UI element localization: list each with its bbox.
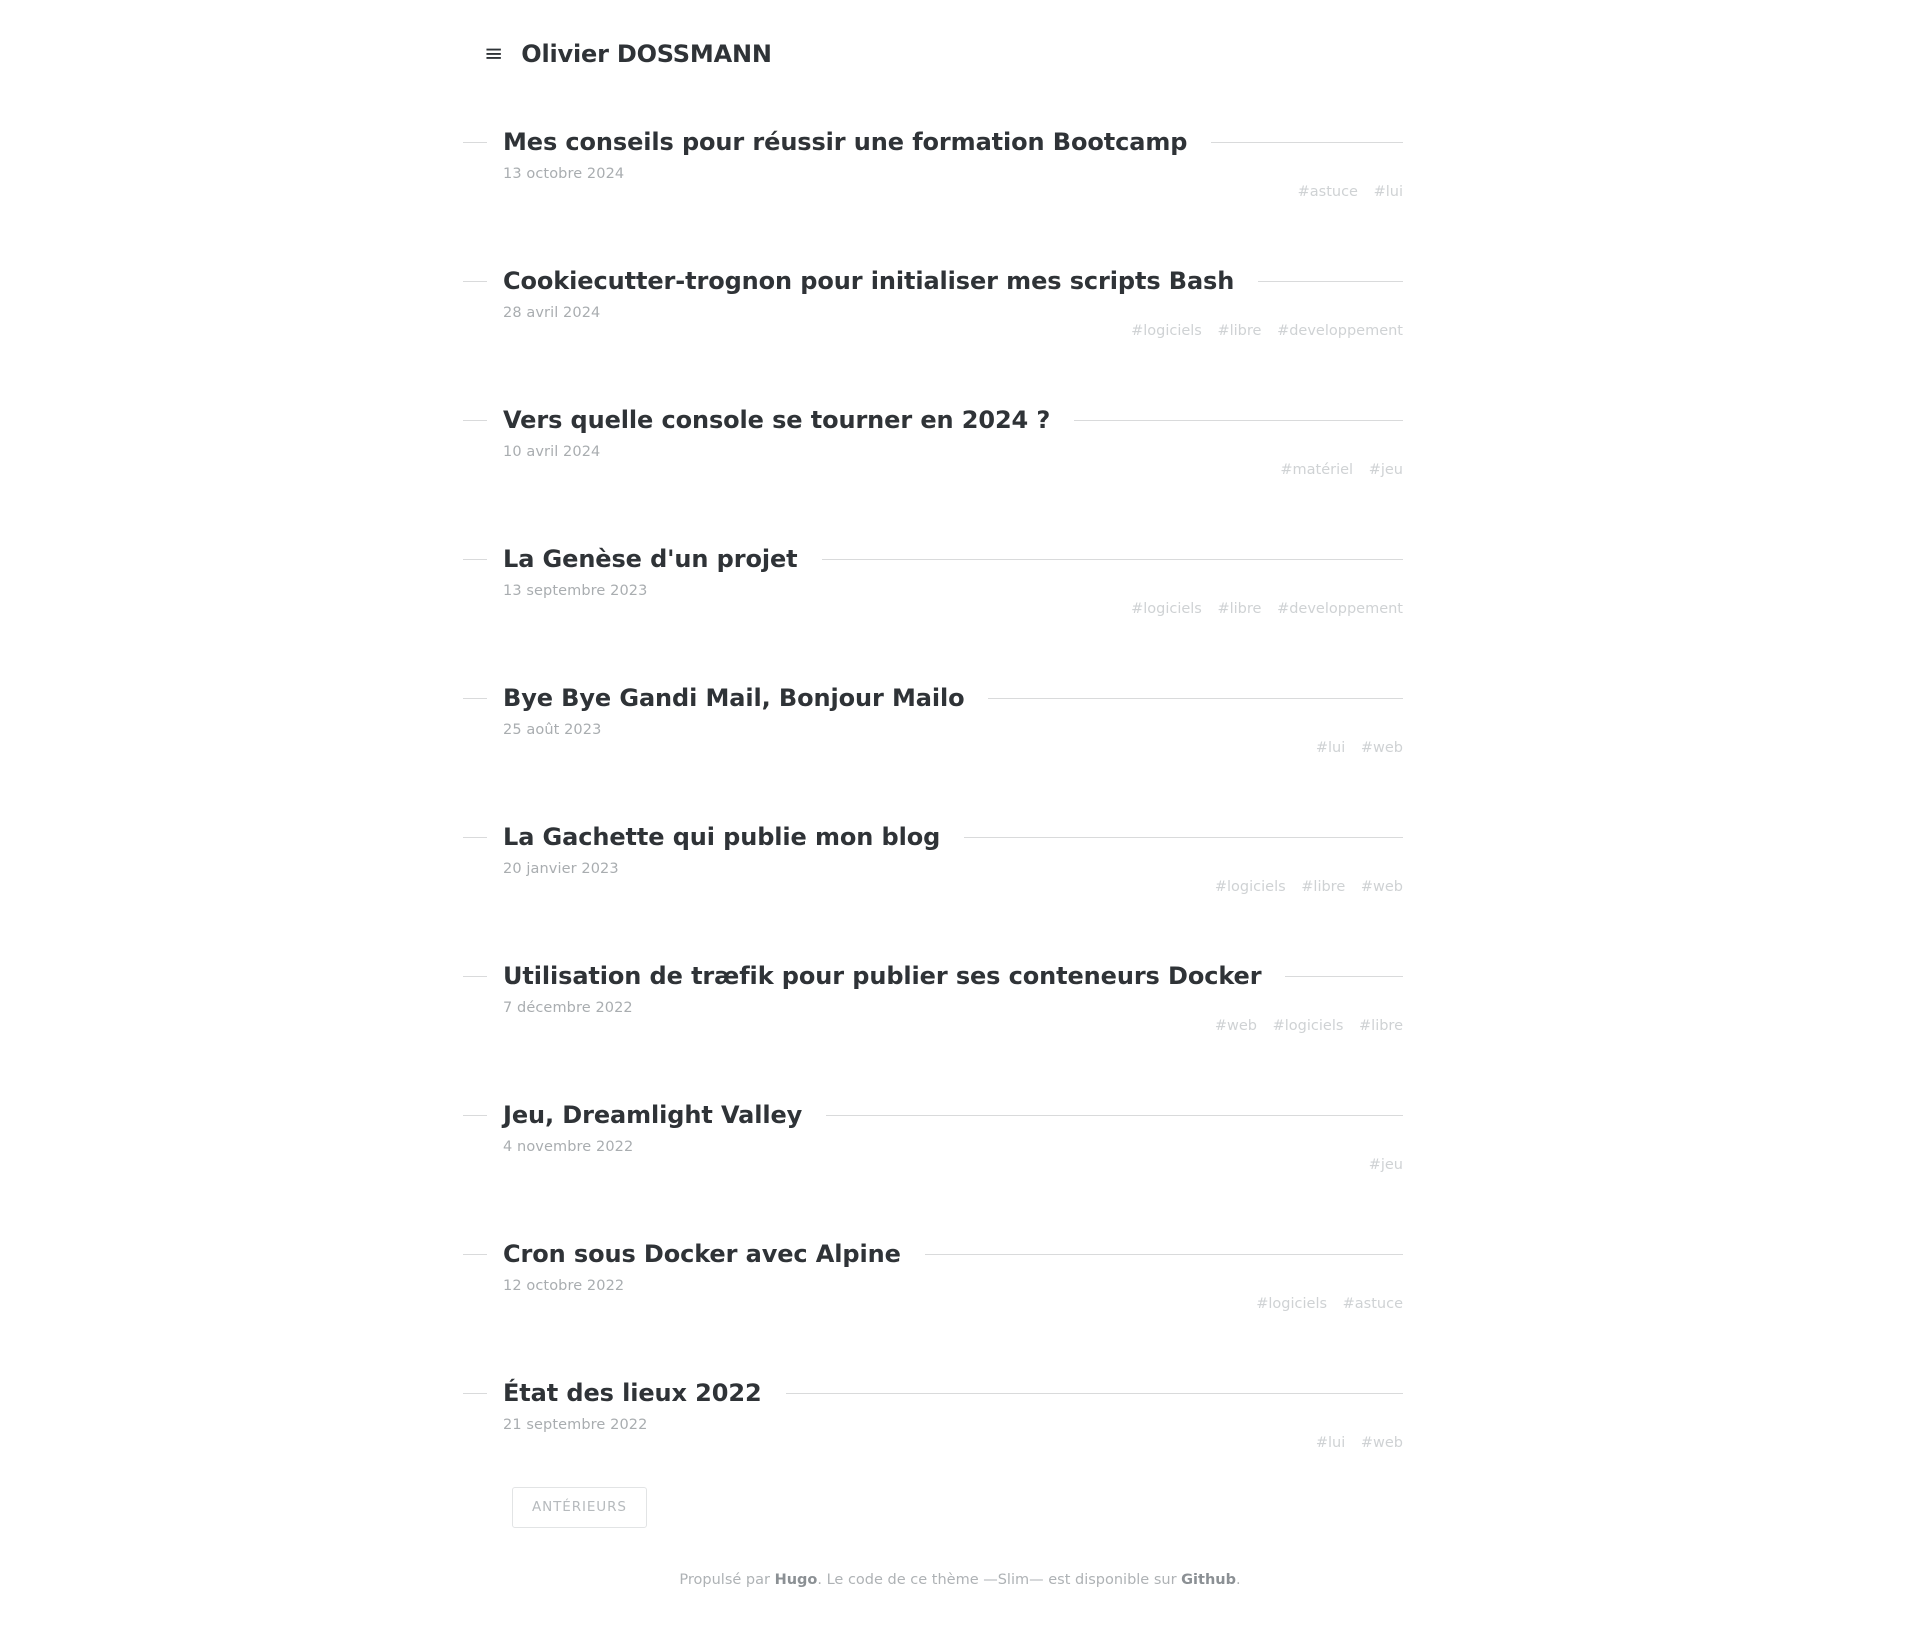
rule-left bbox=[463, 281, 487, 282]
rule-right bbox=[964, 837, 1403, 838]
post-list bbox=[463, 128, 1403, 1518]
post-title-link[interactable]: Utilisation de træfik pour publier ses conteneurs Docker bbox=[503, 962, 1262, 990]
tag-link[interactable]: #astuce bbox=[1342, 1296, 1403, 1312]
rule-left bbox=[463, 420, 487, 421]
rule-right bbox=[1285, 976, 1403, 977]
post-title-row bbox=[463, 267, 1403, 295]
rule-right bbox=[822, 559, 1403, 560]
post-meta bbox=[463, 1417, 1403, 1451]
rule-right bbox=[1211, 142, 1403, 143]
tag-link[interactable]: #libre bbox=[1359, 1018, 1403, 1034]
previous-page-button[interactable]: ANTÉRIEURS bbox=[512, 1487, 647, 1528]
list-item bbox=[463, 128, 1403, 200]
rule-right bbox=[988, 698, 1403, 699]
post-tags bbox=[1298, 184, 1403, 200]
post-meta bbox=[463, 1139, 1403, 1173]
github-link[interactable]: Github bbox=[1181, 1572, 1236, 1588]
site-header bbox=[484, 40, 772, 68]
tag-link[interactable]: #logiciels bbox=[1256, 1296, 1328, 1312]
post-title-link[interactable]: État des lieux 2022 bbox=[503, 1379, 762, 1407]
post-title-row bbox=[463, 1101, 1403, 1129]
tag-link[interactable]: #libre bbox=[1217, 601, 1262, 617]
list-item bbox=[463, 267, 1403, 339]
post-title-row bbox=[463, 962, 1403, 990]
rule-left bbox=[463, 142, 487, 143]
list-item bbox=[463, 1101, 1403, 1173]
rule-left bbox=[463, 1393, 487, 1394]
post-date: 12 octobre 2022 bbox=[503, 1278, 625, 1294]
post-tags bbox=[1280, 462, 1403, 478]
site-footer bbox=[0, 1572, 1920, 1588]
footer-suffix: . bbox=[1235, 1572, 1241, 1588]
tag-link[interactable]: #libre bbox=[1217, 323, 1262, 339]
list-item bbox=[463, 545, 1403, 617]
tag-link[interactable]: #logiciels bbox=[1214, 879, 1286, 895]
post-title-row bbox=[463, 1379, 1403, 1407]
post-meta bbox=[463, 305, 1403, 339]
post-date: 25 août 2023 bbox=[503, 722, 602, 738]
tag-link[interactable]: #logiciels bbox=[1131, 323, 1202, 339]
rule-right bbox=[925, 1254, 1403, 1255]
tag-link[interactable]: #web bbox=[1360, 879, 1403, 895]
rule-left bbox=[463, 1254, 487, 1255]
post-tags bbox=[1256, 1296, 1403, 1312]
post-meta bbox=[463, 861, 1403, 895]
rule-left bbox=[463, 559, 487, 560]
post-tags bbox=[1316, 740, 1403, 756]
post-meta bbox=[463, 444, 1403, 478]
list-item bbox=[463, 1240, 1403, 1312]
post-meta bbox=[463, 722, 1403, 756]
tag-link[interactable]: #developpement bbox=[1277, 323, 1403, 339]
hamburger-menu-icon[interactable]: ≡ bbox=[484, 40, 504, 67]
post-meta bbox=[463, 1278, 1403, 1312]
post-tags bbox=[1369, 1157, 1403, 1173]
post-meta bbox=[463, 166, 1403, 200]
rule-right bbox=[1258, 281, 1403, 282]
rule-left bbox=[463, 698, 487, 699]
post-tags bbox=[1215, 1018, 1403, 1034]
tag-link[interactable]: #web bbox=[1360, 740, 1403, 756]
post-date: 21 septembre 2022 bbox=[503, 1417, 648, 1433]
post-title-link[interactable]: Bye Bye Gandi Mail, Bonjour Mailo bbox=[503, 684, 965, 712]
tag-link[interactable]: #logiciels bbox=[1131, 601, 1202, 617]
footer-middle: . Le code de ce thème —Slim— est disponible sur bbox=[817, 1572, 1182, 1588]
rule-right bbox=[826, 1115, 1403, 1116]
post-title-row bbox=[463, 823, 1403, 851]
rule-left bbox=[463, 1115, 487, 1116]
tag-link[interactable]: #logiciels bbox=[1272, 1018, 1344, 1034]
rule-left bbox=[463, 837, 487, 838]
tag-link[interactable]: #developpement bbox=[1277, 601, 1403, 617]
footer-prefix: Propulsé par bbox=[679, 1572, 775, 1588]
post-title-row bbox=[463, 545, 1403, 573]
post-tags bbox=[1215, 879, 1403, 895]
list-item bbox=[463, 1379, 1403, 1451]
post-title-link[interactable]: Jeu, Dreamlight Valley bbox=[503, 1101, 803, 1129]
post-title-row bbox=[463, 406, 1403, 434]
tag-link[interactable]: #astuce bbox=[1297, 184, 1358, 200]
post-title-link[interactable]: Cookiecutter-trognon pour initialiser mes scripts Bash bbox=[503, 267, 1235, 295]
tag-link[interactable]: #web bbox=[1360, 1435, 1403, 1451]
post-title-row bbox=[463, 684, 1403, 712]
post-title-link[interactable]: La Genèse d'un projet bbox=[503, 545, 798, 573]
tag-link[interactable]: #libre bbox=[1301, 879, 1346, 895]
tag-link[interactable]: #lui bbox=[1373, 184, 1403, 200]
hugo-link[interactable]: Hugo bbox=[774, 1572, 818, 1588]
list-item bbox=[463, 406, 1403, 478]
tag-link[interactable]: #lui bbox=[1315, 740, 1346, 756]
post-tags bbox=[1131, 601, 1403, 617]
tag-link[interactable]: #jeu bbox=[1368, 1157, 1403, 1173]
site-title[interactable]: Olivier DOSSMANN bbox=[521, 40, 772, 68]
post-title-link[interactable]: Mes conseils pour réussir une formation Bootcamp bbox=[503, 128, 1188, 156]
post-date: 4 novembre 2022 bbox=[503, 1139, 634, 1155]
post-title-row bbox=[463, 1240, 1403, 1268]
tag-link[interactable]: #jeu bbox=[1368, 462, 1403, 478]
list-item bbox=[463, 684, 1403, 756]
post-meta bbox=[463, 583, 1403, 617]
post-meta bbox=[463, 1000, 1403, 1034]
list-item bbox=[463, 823, 1403, 895]
post-title-row bbox=[463, 128, 1403, 156]
tag-link[interactable]: #lui bbox=[1315, 1435, 1346, 1451]
list-item bbox=[463, 962, 1403, 1034]
post-date: 13 octobre 2024 bbox=[503, 166, 625, 182]
post-tags bbox=[1316, 1435, 1403, 1451]
post-title-link[interactable]: La Gachette qui publie mon blog bbox=[503, 823, 941, 851]
post-date: 13 septembre 2023 bbox=[503, 583, 648, 599]
post-tags bbox=[1131, 323, 1403, 339]
post-date: 28 avril 2024 bbox=[503, 305, 601, 321]
tag-link[interactable]: #web bbox=[1214, 1018, 1257, 1034]
tag-link[interactable]: #matériel bbox=[1280, 462, 1354, 478]
rule-right bbox=[786, 1393, 1403, 1394]
rule-left bbox=[463, 976, 487, 977]
rule-right bbox=[1074, 420, 1403, 421]
post-title-link[interactable]: Cron sous Docker avec Alpine bbox=[503, 1240, 901, 1268]
post-date: 7 décembre 2022 bbox=[503, 1000, 633, 1016]
post-date: 10 avril 2024 bbox=[503, 444, 601, 460]
post-title-link[interactable]: Vers quelle console se tourner en 2024 ? bbox=[503, 406, 1051, 434]
pagination bbox=[512, 1487, 647, 1528]
post-date: 20 janvier 2023 bbox=[503, 861, 619, 877]
